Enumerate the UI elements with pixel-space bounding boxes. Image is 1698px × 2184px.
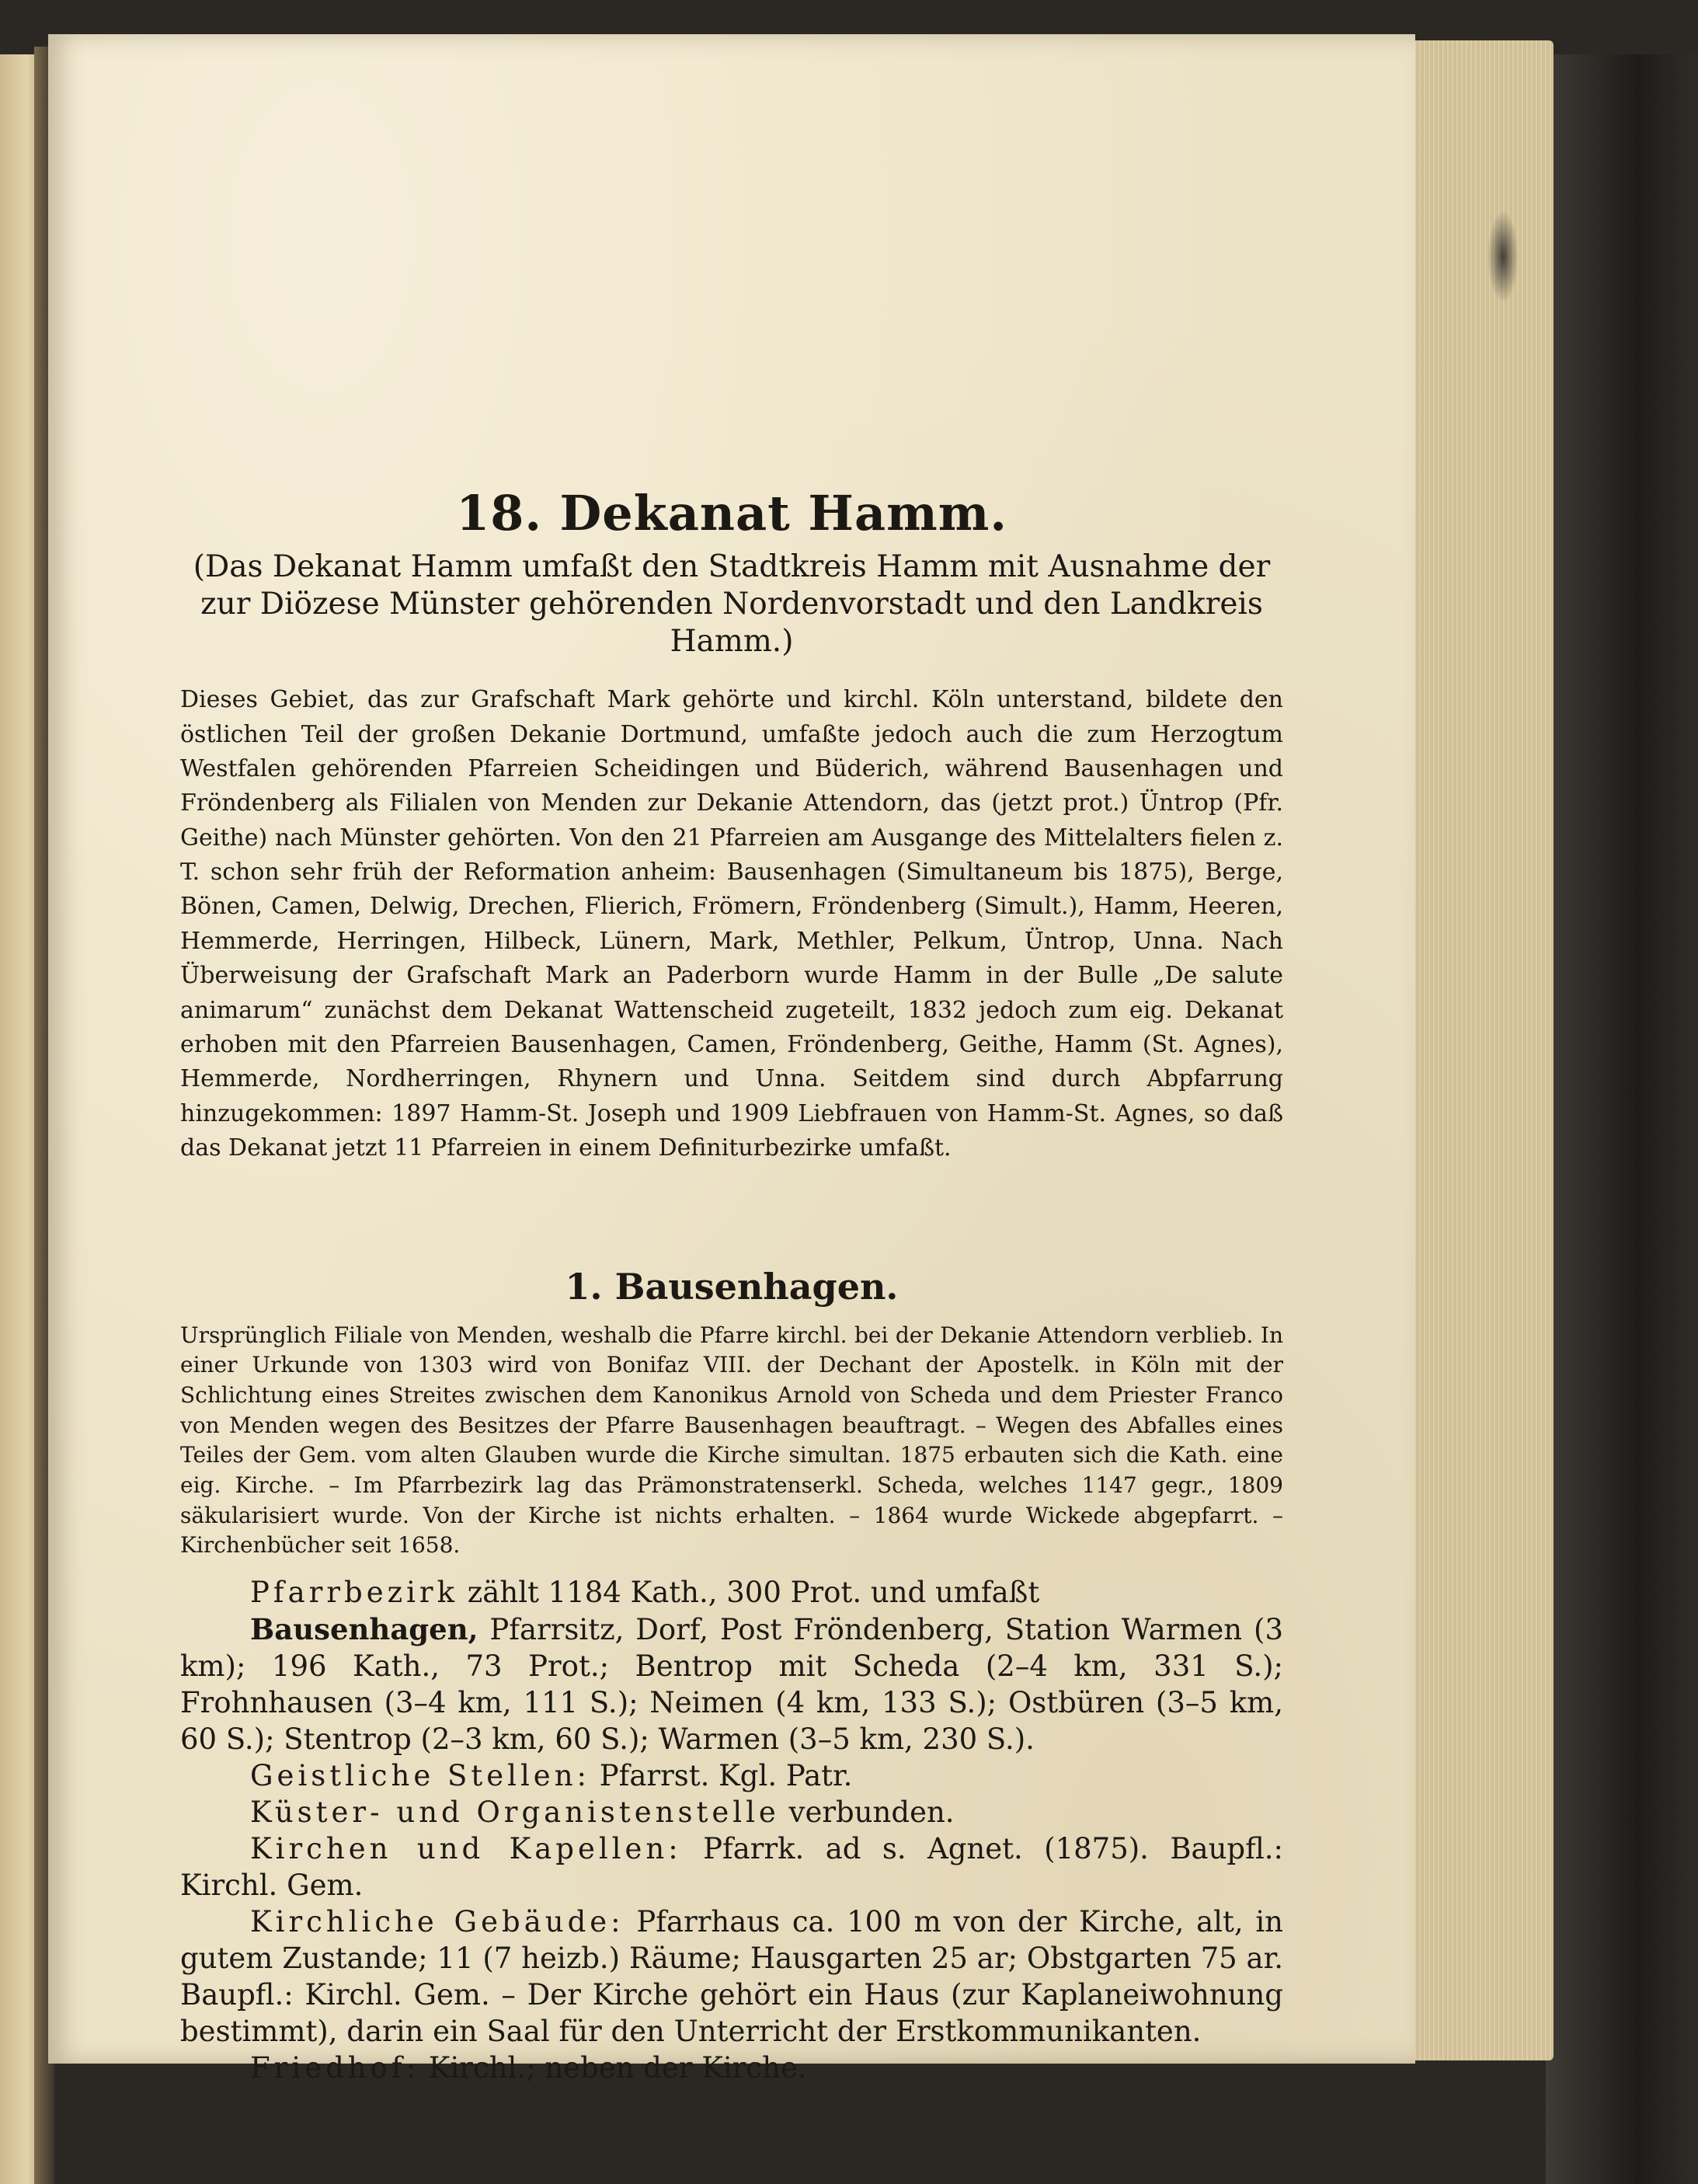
detail-bausenhagen	[180, 1611, 1283, 1758]
detail-kirchen	[180, 1831, 1283, 1904]
page-edges	[1398, 40, 1554, 2060]
detail-text: Kirchl.; neben der Kirche.	[419, 2050, 807, 2085]
detail-text: verbunden.	[779, 1795, 955, 1829]
detail-label: Kirchen und Kapellen:	[250, 1831, 682, 1865]
detail-gebaeude	[180, 1904, 1283, 2050]
detail-pfarrbezirk	[180, 1575, 1283, 1611]
parish-details	[180, 1575, 1283, 2087]
section-title: 1. Bausenhagen.	[565, 1265, 899, 1308]
detail-place: Bausenhagen,	[250, 1611, 478, 1646]
book-binding	[1546, 54, 1698, 2184]
detail-kuester	[180, 1795, 1283, 1831]
detail-label: Friedhof:	[250, 2050, 420, 2085]
detail-text: Pfarrk. ad s. Agnet. (1875). Baupfl.: Kirchl. Gem.	[180, 1831, 1283, 1902]
book-page	[48, 34, 1415, 2085]
detail-label: Küster- und Organistenstelle	[250, 1795, 780, 1829]
detail-text: Pfarrst. Kgl. Patr.	[590, 1758, 853, 1792]
chapter-subtitle: (Das Dekanat Hamm umfaßt den Stadtkreis Hamm mit Ausnahme der zur Diözese Münster gehörenden Nordenvorstadt und den Landkreis Hamm.)	[193, 549, 1271, 659]
chapter-title: 18. Dekanat Hamm.	[456, 485, 1007, 542]
ink-stain	[1487, 210, 1519, 303]
detail-label: Geistliche Stellen:	[250, 1758, 590, 1792]
section-intro: Ursprünglich Filiale von Menden, weshalb die Pfarre kirchl. bei der Dekanie Attendorn verblieb. In einer Urkunde von 1303 wird von Bonifaz VIII. der Dechant der Apostelk. in Köln mit der Schlichtung eines Streites zwischen dem Kanonikus Arnold von Scheda und dem Priester Franco von Menden wegen des Besitzes der Pfarre Bausenhagen beauftragt. – Wegen des Abfalles eines Teiles der Gem. vom alten Glauben wurde die Kirche simultan. 1875 erbauten sich die Kath. eine eig. Kirche. – Im Pfarrbezirk lag das Prämonstratenserkl. Scheda, welches 1147 gegr., 1809 säkularisiert wurde. Von der Kirche ist nichts erhalten. – 1864 wurde Wickede abgepfarrt. – Kirchenbücher seit 1658.	[180, 1322, 1283, 1559]
detail-label: Pfarrbezirk	[250, 1575, 459, 1609]
detail-friedhof	[180, 2050, 1283, 2087]
detail-text: Pfarrsitz, Dorf, Post Fröndenberg, Station Warmen (3 km); 196 Kath., 73 Prot.; Bentrop mit Scheda (2–4 km, 331 S.); Frohnhausen (3–4 km, 111 S.); Neimen (4 km, 133 S.); Ostbüren (3–5 km, 60 S.); Stentrop (2–3 km, 60 S.); Warmen (3–5 km, 230 S.).	[180, 1612, 1283, 1756]
detail-text: zählt 1184 Kath., 300 Prot. und umfaßt	[458, 1575, 1040, 1609]
page-content	[180, 485, 1283, 2087]
detail-text: Pfarrhaus ca. 100 m von der Kirche, alt, in gutem Zustande; 11 (7 heizb.) Räume; Hausgarten 25 ar; Obstgarten 75 ar. Baupfl.: Kirchl. Gem. – Der Kirche gehört ein Haus (zur Kaplaneiwohnung bestimmt), darin ein Saal für den Unterricht der Erstkommunikanten.	[180, 1904, 1283, 2048]
chapter-intro: Dieses Gebiet, das zur Grafschaft Mark gehörte und kirchl. Köln unterstand, bildete den östlichen Teil der großen Dekanie Dortmund, umfaßte jedoch auch die zum Herzogtum Westfalen gehörenden Pfarreien Scheidingen und Büderich, während Bausenhagen und Fröndenberg als Filialen von Menden zur Dekanie Attendorn, das (jetzt prot.) Üntrop (Pfr. Geithe) nach Münster gehörten. Von den 21 Pfarreien am Ausgange des Mittelalters fielen z. T. schon sehr früh der Reformation anheim: Bausenhagen (Simultaneum bis 1875), Berge, Bönen, Camen, Delwig, Drechen, Flierich, Frömern, Fröndenberg (Simult.), Hamm, Heeren, Hemmerde, Herringen, Hilbeck, Lünern, Mark, Methler, Pelkum, Üntrop, Unna. Nach Überweisung der Grafschaft Mark an Paderborn wurde Hamm in der Bulle „De salute animarum“ zunächst dem Dekanat Wattenscheid zugeteilt, 1832 jedoch zum eig. Dekanat erhoben mit den Pfarreien Bausenhagen, Camen, Fröndenberg, Geithe, Hamm (St. Agnes), Hemmerde, Nordherringen, Rhynern und Unna. Seitdem sind durch Abpfarrung hinzugekommen: 1897 Hamm-St. Joseph und 1909 Liebfrauen von Hamm-St. Agnes, so daß das Dekanat jetzt 11 Pfarreien in einem Definiturbezirke umfaßt.	[180, 686, 1283, 1162]
detail-geistliche-stellen	[180, 1758, 1283, 1795]
detail-label: Kirchliche Gebäude:	[250, 1904, 625, 1938]
